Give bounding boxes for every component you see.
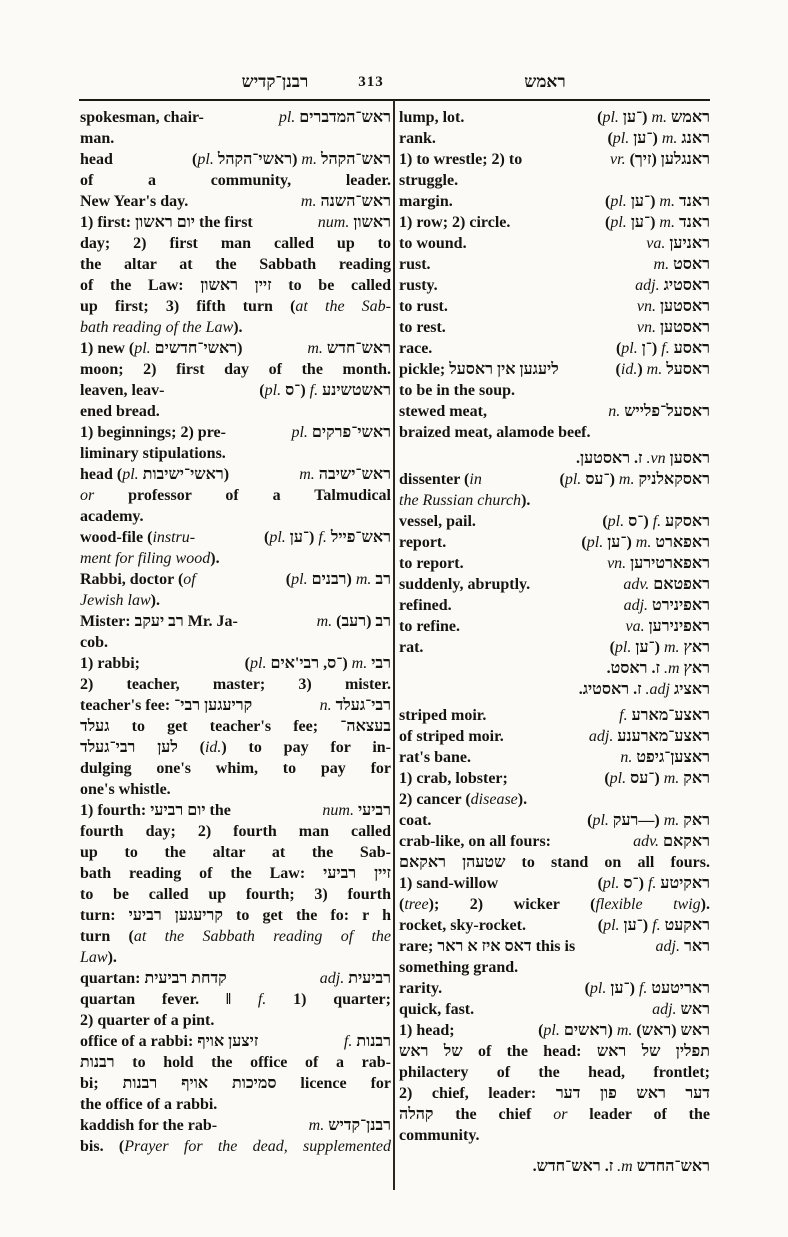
entry-headword: adv. ראקאם — [633, 833, 710, 850]
entry-line: 2) chief, leader: דער ראש פון דער — [399, 1085, 710, 1102]
entry-first-line — [399, 317, 710, 338]
entry-headword: (pl. ־ס, רבי'אים) m. רבי — [244, 655, 391, 672]
entry-line: quartan fever. ‖ f. 1) quarter; — [80, 991, 391, 1008]
entry-line: the office of a rabbi. — [80, 1096, 218, 1113]
entry-first-line — [80, 1115, 391, 1136]
entry-line: philactery of the head, frontlet; — [399, 1064, 710, 1081]
entry-first-line — [399, 747, 710, 768]
entry-headword: (pl. ־ען) m. ראץ — [609, 639, 710, 656]
entry-definition: head (pl. ראשי־ישיבות) — [80, 466, 230, 483]
entry-definition: to refine. — [399, 618, 461, 635]
entry-first-line — [399, 401, 710, 422]
entry-definition: margin. — [399, 193, 453, 210]
entry-first-line — [399, 831, 710, 852]
entry-line: man. — [80, 130, 115, 147]
entry-definition: crab-like, on all fours: — [399, 833, 551, 850]
entry-first-line — [399, 296, 710, 317]
entry-first-line — [80, 380, 391, 401]
entry-headword: (pl. ־ען) m. ראנד — [605, 193, 710, 210]
entry-definition: coat. — [399, 812, 432, 829]
entry-line: bath reading of the Law). — [80, 319, 243, 336]
entry-line: liminary stipulations. — [80, 445, 226, 462]
entry-headword: (pl. ־ען) m. ראפארט — [581, 534, 710, 551]
entry-definition: report. — [399, 534, 447, 551]
entry-line: the Russian church). — [399, 492, 531, 509]
entry-line: one's whistle. — [80, 781, 171, 798]
entry-headword: (pl. ־ען) m. ראנד — [605, 214, 710, 231]
entry-definition: stewed meat, — [399, 403, 487, 420]
entry-first-line — [399, 616, 710, 637]
entry-definition: vessel, pail. — [399, 513, 476, 530]
entry-definition: 1) beginnings; 2) pre- — [80, 424, 226, 441]
entry-definition: 1) crab, lobster; — [399, 770, 508, 787]
entry-definition: quick, fast. — [399, 1001, 475, 1018]
entry-definition: to wound. — [399, 235, 467, 252]
entry-first-line — [80, 569, 391, 590]
entry-first-line — [80, 422, 391, 443]
entry-definition: teacher's fee: קריעגען רבי־ — [80, 697, 253, 714]
entry-line: turn: קריעגען רביעי to get the fo: r h — [80, 907, 391, 924]
entry-line: or professor of a Talmudical — [80, 487, 391, 504]
entry-definition: office of a rabbi: זיצען אויף — [80, 1033, 259, 1050]
entry-line: ראציג adj. ז. ראסטיג. — [578, 681, 710, 698]
entry-line: turn (at the Sabbath reading of the — [80, 928, 391, 945]
entry-line: to be called up fourth; 3) fourth — [80, 886, 391, 903]
entry-definition: rat. — [399, 639, 424, 656]
entry-first-line — [80, 695, 391, 716]
entry-headword: n. ראצען־גיפט — [620, 749, 710, 766]
entry-first-line — [399, 637, 710, 658]
entry-definition: to rest. — [399, 319, 446, 336]
entry-first-line — [399, 469, 710, 490]
entry-headword: (pl. ־ען) f. ראריטעט — [584, 980, 710, 997]
entry-definition: spokesman, chair- — [80, 109, 204, 126]
entry-definition: refined. — [399, 597, 452, 614]
entry-first-line — [399, 359, 710, 380]
entry-first-line — [399, 915, 710, 936]
entry-line: cob. — [80, 634, 108, 651]
entry-line: ment for filing wood). — [80, 550, 220, 567]
entry-line: שטעהן ראקאם to stand on all fours. — [399, 854, 711, 871]
entry-headword: f. רבנות — [343, 1033, 391, 1050]
entry-line: dulging one's whim, to pay for — [80, 760, 391, 777]
entry-first-line — [399, 128, 710, 149]
entry-headword: num. ראשון — [317, 214, 391, 231]
entry-line: של ראש of the head: תפלין של ראש — [399, 1043, 710, 1060]
entry-definition: rarity. — [399, 980, 443, 997]
entry-line: struggle. — [399, 172, 459, 189]
entry-headword: (pl. ־ס) f. ראשטשינע — [259, 382, 391, 399]
entry-first-line — [399, 768, 710, 789]
entry-definition: to rust. — [399, 298, 448, 315]
entry-headword: n. רבי־געלד — [319, 697, 391, 714]
entry-first-line — [399, 999, 710, 1020]
entry-headword: (pl. רבנים) m. רב — [285, 571, 391, 588]
entry-headword: pl. ראש־המדברים — [278, 109, 391, 126]
entry-line: up first; 3) fifth turn (at the Sab- — [80, 298, 392, 315]
entry-first-line — [399, 595, 710, 616]
guide-word-right: ראמש — [524, 72, 566, 91]
entry-line: day; 2) first man called up to — [80, 235, 391, 252]
entry-headword: (pl. ראשים) m. (ראש) ראש — [538, 1022, 710, 1039]
entry-headword: adj. ראסטיג — [635, 277, 710, 294]
entry-first-line — [80, 800, 391, 821]
entry-headword: pl. ראשי־פרקים — [291, 424, 391, 441]
entry-first-line — [399, 107, 710, 128]
entry-definition: of striped moir. — [399, 728, 504, 745]
entry-first-line — [399, 275, 710, 296]
entry-line: braized meat, alamode beef. — [399, 424, 591, 441]
entry-first-line — [399, 212, 710, 233]
entry-line: to be in the soup. — [399, 382, 516, 399]
entry-headword: f. ראצע־מארע — [619, 707, 710, 724]
entry-headword: (pl. ־ען) f. ראש־פייל — [264, 529, 391, 546]
entry-line: געלד to get teacher's fee; בעצאה־ — [80, 718, 391, 735]
entry-first-line — [399, 191, 710, 212]
entry-first-line — [399, 553, 710, 574]
entry-first-line — [80, 611, 391, 632]
entry-headword: vr. (זיך) ראנגלען — [610, 151, 710, 168]
entry-headword: (pl. ראשי־הקהל) m. ראש־הקהל — [192, 151, 391, 168]
entry-definition: 1) to wrestle; 2) to — [399, 151, 523, 168]
entry-first-line — [399, 936, 710, 957]
entry-definition: 1) row; 2) circle. — [399, 214, 511, 231]
entry-headword: m. (רעב) רב — [316, 613, 391, 630]
entry-headword: (pl. ־ן) f. ראסע — [615, 340, 710, 357]
entry-first-line — [80, 968, 391, 989]
entry-first-line — [80, 1031, 391, 1052]
entry-headword: (pl. רעק—) m. ראק — [587, 812, 710, 829]
entry-headword: adj. ראש — [652, 1001, 710, 1018]
entry-first-line — [399, 338, 710, 359]
dictionary-column-right — [399, 107, 710, 1177]
entry-line: the altar at the Sabbath reading — [80, 256, 391, 273]
page-number: 313 — [358, 74, 384, 90]
entry-line: לען רבי־געלד (id.) to pay for in- — [80, 739, 391, 756]
entry-definition: 1) head; — [399, 1022, 455, 1039]
entry-line: bi; סמיכות אויף רבנות licence for — [80, 1075, 391, 1092]
entry-definition: rat's bane. — [399, 749, 471, 766]
entry-line: ראץ m. ז. ראסט. — [606, 660, 710, 677]
entry-line: of a community, leader. — [80, 172, 391, 189]
entry-line: Jewish law). — [80, 592, 160, 609]
entry-headword: (pl. ־ען) m. ראנג — [607, 130, 710, 147]
dictionary-column-left — [80, 107, 391, 1157]
entry-definition: wood-file (instru- — [80, 529, 196, 546]
entry-headword: m. ראסט — [653, 256, 710, 273]
entry-headword: vn. ראסטען — [636, 319, 710, 336]
entry-line: community. — [399, 1127, 480, 1144]
entry-first-line — [399, 511, 710, 532]
entry-headword: (pl. ־ען) m. ראמש — [597, 109, 710, 126]
entry-line: קהלה the chief or leader of the — [399, 1106, 711, 1123]
entry-first-line — [399, 978, 710, 999]
entry-line: (tree); 2) wicker (flexible twig). — [399, 896, 710, 913]
entry-first-line — [80, 107, 391, 128]
entry-line: ראש־החדש m. ז. ראש־חדש. — [532, 1158, 710, 1175]
entry-line: Law). — [80, 949, 117, 966]
entry-line: bis. (Prayer for the dead, supplemented — [80, 1138, 392, 1155]
entry-line: of the Law: זיין ראשון to be called — [80, 277, 391, 294]
entry-definition: quartan: קדחת רביעית — [80, 970, 227, 987]
entry-first-line — [80, 653, 391, 674]
entry-headword: adj. ראצע־מארענע — [588, 728, 710, 745]
entry-headword: m. ראש־חדש — [307, 340, 391, 357]
entry-line: ened bread. — [80, 403, 160, 420]
entry-first-line — [80, 149, 391, 170]
entry-headword: adj. ראפינירט — [623, 597, 710, 614]
entry-headword: (pl. ־עס) m. ראק — [604, 770, 710, 787]
entry-definition: rocket, sky-rocket. — [399, 917, 526, 934]
entry-line: ראסען vn. ז. ראסטען. — [576, 450, 710, 467]
entry-first-line — [80, 527, 391, 548]
guide-word-left: רבנן־קדיש — [241, 72, 309, 91]
entry-first-line — [399, 705, 710, 726]
entry-line: רבנות to hold the office of a rab- — [80, 1054, 391, 1071]
entry-definition: suddenly, abruptly. — [399, 576, 531, 593]
entry-headword: (pl. ־ס) f. ראקיטע — [597, 875, 710, 892]
entry-definition: head — [80, 151, 113, 168]
entry-first-line — [399, 574, 710, 595]
entry-definition: kaddish for the rab- — [80, 1117, 218, 1134]
entry-headword: vn. ראסטען — [636, 298, 710, 315]
entry-headword: m. רבנן־קדיש — [308, 1117, 391, 1134]
entry-line: something grand. — [399, 959, 519, 976]
entry-definition: dissenter (in — [399, 471, 482, 488]
entry-headword: (pl. ־עס) m. ראסקאלניק — [559, 471, 710, 488]
entry-headword: (pl. ־ס) f. ראסקע — [602, 513, 710, 530]
entry-headword: adv. ראפטאם — [623, 576, 710, 593]
entry-first-line — [80, 212, 391, 233]
entry-first-line — [80, 191, 391, 212]
entry-headword: va. ראפינירען — [625, 618, 710, 635]
entry-first-line — [399, 233, 710, 254]
entry-definition: lump, lot. — [399, 109, 465, 126]
entry-definition: 1) rabbi; — [80, 655, 140, 672]
entry-definition: 1) new (pl. ראשי־חדשים) — [80, 340, 243, 357]
entry-definition: to report. — [399, 555, 464, 572]
entry-definition: 1) fourth: יום רביעי the — [80, 802, 231, 819]
entry-headword: vn. ראפארטירען — [607, 555, 710, 572]
entry-line: moon; 2) first day of the month. — [80, 361, 391, 378]
entry-definition: New Year's day. — [80, 193, 189, 210]
entry-definition: race. — [399, 340, 433, 357]
entry-first-line — [399, 1020, 710, 1041]
entry-headword: num. רביעי — [322, 802, 391, 819]
entry-headword: n. ראסעל־פלייש — [608, 403, 710, 420]
entry-headword: adj. רביעית — [319, 970, 391, 987]
entry-first-line — [399, 810, 710, 831]
entry-definition: rank. — [399, 130, 436, 147]
entry-definition: Mister: רב יעקב Mr. Ja- — [80, 613, 238, 630]
entry-line: bath reading of the Law: זיין רביעי — [80, 865, 391, 882]
entry-headword: m. ראש־ישיבה — [299, 466, 391, 483]
entry-first-line — [399, 532, 710, 553]
entry-definition: leaven, leav- — [80, 382, 165, 399]
entry-headword: (pl. ־ען) f. ראקעט — [597, 917, 710, 934]
entry-first-line — [80, 338, 391, 359]
entry-headword: va. ראניען — [646, 235, 710, 252]
entry-definition: Rabbi, doctor (of — [80, 571, 196, 588]
entry-line: 2) cancer (disease). — [399, 791, 528, 808]
column-divider — [393, 100, 395, 1190]
entry-first-line — [80, 464, 391, 485]
entry-definition: striped moir. — [399, 707, 487, 724]
entry-first-line — [399, 149, 710, 170]
entry-definition: pickle; ליעגען אין ראסעל — [399, 361, 559, 378]
entry-line: 2) teacher, master; 3) mister. — [80, 676, 391, 693]
entry-definition: 1) sand-willow — [399, 875, 499, 892]
entry-definition: rust. — [399, 256, 431, 273]
entry-line: 2) quarter of a pint. — [80, 1012, 215, 1029]
entry-headword: m. ראש־השנה — [300, 193, 391, 210]
entry-first-line — [399, 254, 710, 275]
entry-definition: 1) first: יום ראשון the first — [80, 214, 253, 231]
entry-first-line — [399, 873, 710, 894]
entry-line: fourth day; 2) fourth man called — [80, 823, 391, 840]
entry-headword: (id.) m. ראסעל — [615, 361, 710, 378]
entry-first-line — [399, 726, 710, 747]
entry-line: academy. — [80, 508, 144, 525]
entry-headword: adj. ראר — [655, 938, 710, 955]
entry-definition: rare; דאס איז א ראר this is — [399, 938, 576, 955]
entry-definition: rusty. — [399, 277, 438, 294]
entry-line: up to the altar at the Sab- — [80, 844, 391, 861]
